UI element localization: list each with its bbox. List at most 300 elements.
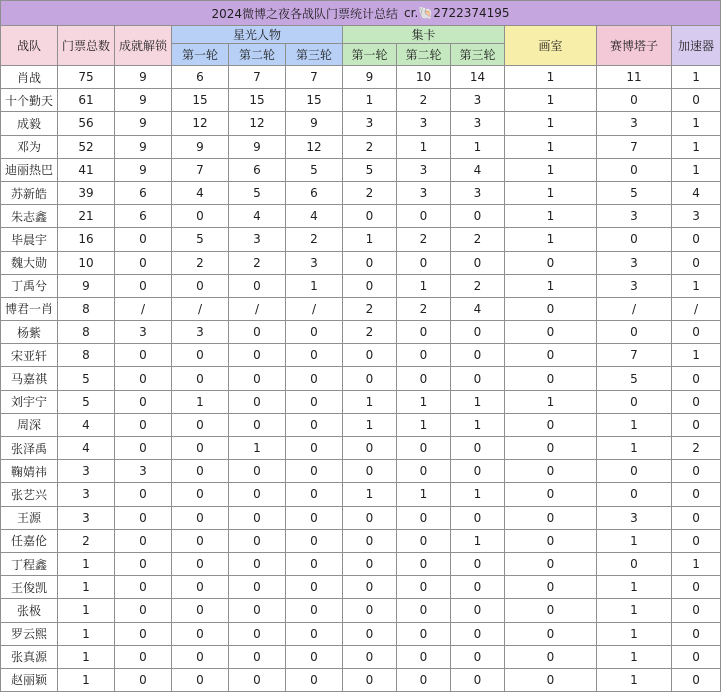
tower-count-cell: 1 (597, 599, 672, 622)
card-round2-cell: 0 (397, 251, 451, 274)
table-row (1, 367, 721, 390)
team-name-cell: 丁禹兮 (1, 274, 58, 297)
starlight-round2-cell: 7 (229, 66, 286, 89)
team-name-cell: 朱志鑫 (1, 205, 58, 228)
card-round2-cell: 2 (397, 89, 451, 112)
starlight-round1-cell: 7 (172, 158, 229, 181)
ticket-total-cell: 1 (58, 576, 115, 599)
accelerator-count-cell: 1 (672, 66, 721, 89)
achievement-count-cell: 0 (115, 529, 172, 552)
accelerator-count-cell: 1 (672, 112, 721, 135)
team-name-cell: 王俊凯 (1, 576, 58, 599)
painting-count-cell: 1 (505, 112, 597, 135)
tower-count-cell: 0 (597, 228, 672, 251)
starlight-round3-cell: 0 (286, 460, 343, 483)
starlight-round1-cell: 5 (172, 228, 229, 251)
starlight-round1-cell: 2 (172, 251, 229, 274)
card-round2-cell: 0 (397, 506, 451, 529)
card-round2-cell: 3 (397, 158, 451, 181)
card-round3-cell: 0 (451, 344, 505, 367)
starlight-round3-cell: 0 (286, 321, 343, 344)
starlight-round1-cell: 0 (172, 506, 229, 529)
starlight-round1-cell: 9 (172, 135, 229, 158)
achievement-count-cell: 3 (115, 460, 172, 483)
starlight-round3-cell: 0 (286, 576, 343, 599)
tower-count-cell: 0 (597, 460, 672, 483)
ticket-total-cell: 52 (58, 135, 115, 158)
card-round1-cell: 2 (343, 135, 397, 158)
card-round3-cell: 2 (451, 274, 505, 297)
achievement-count-cell: 0 (115, 622, 172, 645)
accelerator-count-cell: 0 (672, 321, 721, 344)
card-round1-cell: 0 (343, 599, 397, 622)
achievement-count-cell: 0 (115, 390, 172, 413)
team-name-cell: 张泽禹 (1, 437, 58, 460)
card-round3-cell: 0 (451, 668, 505, 691)
accelerator-count-cell: 0 (672, 390, 721, 413)
starlight-round3-cell: 6 (286, 181, 343, 204)
card-round2-cell: 0 (397, 344, 451, 367)
card-round3-cell: 2 (451, 228, 505, 251)
table-row (1, 135, 721, 158)
table-row (1, 437, 721, 460)
table-row (1, 321, 721, 344)
table-row (1, 622, 721, 645)
achievement-count-cell: 0 (115, 228, 172, 251)
table-row (1, 668, 721, 691)
card-round2-cell: 0 (397, 645, 451, 668)
achievement-count-cell: 0 (115, 367, 172, 390)
painting-count-cell: 1 (505, 158, 597, 181)
team-name-cell: 成毅 (1, 112, 58, 135)
card-round3-cell: 1 (451, 413, 505, 436)
painting-count-cell: 1 (505, 135, 597, 158)
card-round2-cell: 1 (397, 413, 451, 436)
card-round3-cell: 0 (451, 367, 505, 390)
accelerator-count-cell: / (672, 297, 721, 320)
painting-count-cell: 0 (505, 321, 597, 344)
accelerator-count-cell: 0 (672, 483, 721, 506)
card-round3-cell: 3 (451, 89, 505, 112)
team-name-cell: 赵丽颖 (1, 668, 58, 691)
ticket-total-cell: 8 (58, 321, 115, 344)
starlight-round3-cell: 0 (286, 506, 343, 529)
achievement-count-cell: 9 (115, 135, 172, 158)
table-row (1, 251, 721, 274)
card-round3-cell: 0 (451, 437, 505, 460)
card-round3-cell: 3 (451, 112, 505, 135)
tower-count-cell: 0 (597, 552, 672, 575)
header-total: 门票总数 (58, 26, 115, 66)
table-row (1, 529, 721, 552)
starlight-round2-cell: 1 (229, 437, 286, 460)
starlight-round2-cell: 12 (229, 112, 286, 135)
accelerator-count-cell: 3 (672, 205, 721, 228)
starlight-round2-cell: 0 (229, 483, 286, 506)
card-round3-cell: 1 (451, 529, 505, 552)
table-row (1, 599, 721, 622)
card-round1-cell: 0 (343, 344, 397, 367)
header-card-round3: 第三轮 (451, 44, 505, 66)
team-name-cell: 任嘉伦 (1, 529, 58, 552)
table-row (1, 158, 721, 181)
header-painting: 画室 (505, 26, 597, 66)
table-row (1, 205, 721, 228)
table-row (1, 460, 721, 483)
starlight-round1-cell: 0 (172, 622, 229, 645)
painting-count-cell: 1 (505, 66, 597, 89)
card-round1-cell: 2 (343, 321, 397, 344)
accelerator-count-cell: 4 (672, 181, 721, 204)
team-name-cell: 杨紫 (1, 321, 58, 344)
table-row (1, 576, 721, 599)
card-round2-cell: 10 (397, 66, 451, 89)
starlight-round2-cell: 0 (229, 321, 286, 344)
team-name-cell: 魏大勋 (1, 251, 58, 274)
table-row (1, 552, 721, 575)
starlight-round2-cell: 15 (229, 89, 286, 112)
header-starlight-round1: 第一轮 (172, 44, 229, 66)
header-starlight-round2: 第二轮 (229, 44, 286, 66)
card-round3-cell: 0 (451, 506, 505, 529)
starlight-round2-cell: 0 (229, 460, 286, 483)
ticket-total-cell: 1 (58, 552, 115, 575)
accelerator-count-cell: 0 (672, 599, 721, 622)
ticket-total-cell: 9 (58, 274, 115, 297)
starlight-round1-cell: 0 (172, 552, 229, 575)
accelerator-count-cell: 1 (672, 344, 721, 367)
starlight-round3-cell: 0 (286, 599, 343, 622)
starlight-round2-cell: 9 (229, 135, 286, 158)
starlight-round3-cell: 3 (286, 251, 343, 274)
tower-count-cell: 5 (597, 367, 672, 390)
achievement-count-cell: 6 (115, 205, 172, 228)
painting-count-cell: 1 (505, 205, 597, 228)
card-round1-cell: 0 (343, 529, 397, 552)
table-row (1, 506, 721, 529)
ticket-total-cell: 21 (58, 205, 115, 228)
starlight-round2-cell: 0 (229, 529, 286, 552)
card-round2-cell: 0 (397, 668, 451, 691)
ticket-total-cell: 5 (58, 367, 115, 390)
starlight-round3-cell: 0 (286, 413, 343, 436)
painting-count-cell: 0 (505, 576, 597, 599)
painting-count-cell: 0 (505, 506, 597, 529)
card-round3-cell: 4 (451, 297, 505, 320)
card-round2-cell: 3 (397, 112, 451, 135)
ticket-total-cell: 8 (58, 344, 115, 367)
achievement-count-cell: 9 (115, 66, 172, 89)
starlight-round1-cell: 1 (172, 390, 229, 413)
starlight-round3-cell: 0 (286, 622, 343, 645)
painting-count-cell: 0 (505, 552, 597, 575)
accelerator-count-cell: 1 (672, 274, 721, 297)
starlight-round1-cell: 0 (172, 344, 229, 367)
card-round1-cell: 0 (343, 576, 397, 599)
accelerator-count-cell: 0 (672, 228, 721, 251)
starlight-round2-cell: 2 (229, 251, 286, 274)
header-card-round2: 第二轮 (397, 44, 451, 66)
achievement-count-cell: 9 (115, 158, 172, 181)
card-round2-cell: 1 (397, 483, 451, 506)
starlight-round1-cell: 0 (172, 274, 229, 297)
card-round1-cell: 1 (343, 413, 397, 436)
accelerator-count-cell: 0 (672, 413, 721, 436)
card-round2-cell: 3 (397, 181, 451, 204)
accelerator-count-cell: 0 (672, 460, 721, 483)
achievement-count-cell: 0 (115, 274, 172, 297)
starlight-round3-cell: 4 (286, 205, 343, 228)
achievement-count-cell: / (115, 297, 172, 320)
tower-count-cell: 1 (597, 529, 672, 552)
ticket-total-cell: 3 (58, 483, 115, 506)
card-round3-cell: 0 (451, 599, 505, 622)
credit-text: cr.🐚2722374195 (404, 6, 510, 20)
team-name-cell: 张艺兴 (1, 483, 58, 506)
team-name-cell: 罗云熙 (1, 622, 58, 645)
starlight-round2-cell: 6 (229, 158, 286, 181)
table-row (1, 483, 721, 506)
starlight-round1-cell: 12 (172, 112, 229, 135)
painting-count-cell: 0 (505, 529, 597, 552)
tower-count-cell: 11 (597, 66, 672, 89)
ticket-total-cell: 5 (58, 390, 115, 413)
starlight-round2-cell: 0 (229, 645, 286, 668)
header-card-round1: 第一轮 (343, 44, 397, 66)
team-name-cell: 邓为 (1, 135, 58, 158)
team-name-cell: 马嘉祺 (1, 367, 58, 390)
card-round1-cell: 0 (343, 622, 397, 645)
team-name-cell: 张真源 (1, 645, 58, 668)
starlight-round3-cell: 0 (286, 390, 343, 413)
starlight-round1-cell: 0 (172, 483, 229, 506)
table-title-bar (1, 1, 721, 26)
ticket-total-cell: 10 (58, 251, 115, 274)
starlight-round1-cell: 6 (172, 66, 229, 89)
tower-count-cell: 0 (597, 390, 672, 413)
ticket-total-cell: 8 (58, 297, 115, 320)
card-round2-cell: 1 (397, 390, 451, 413)
card-round3-cell: 1 (451, 483, 505, 506)
starlight-round2-cell: 3 (229, 228, 286, 251)
table-row (1, 297, 721, 320)
starlight-round2-cell: 0 (229, 668, 286, 691)
tower-count-cell: 1 (597, 413, 672, 436)
starlight-round2-cell: 0 (229, 274, 286, 297)
tower-count-cell: 1 (597, 622, 672, 645)
table-row (1, 413, 721, 436)
ticket-total-cell: 1 (58, 645, 115, 668)
starlight-round3-cell: 1 (286, 274, 343, 297)
ticket-total-cell: 4 (58, 413, 115, 436)
card-round2-cell: 0 (397, 205, 451, 228)
card-round1-cell: 0 (343, 506, 397, 529)
accelerator-count-cell: 0 (672, 367, 721, 390)
card-round2-cell: 0 (397, 576, 451, 599)
tower-count-cell: / (597, 297, 672, 320)
ticket-total-cell: 4 (58, 437, 115, 460)
card-round1-cell: 0 (343, 205, 397, 228)
painting-count-cell: 0 (505, 599, 597, 622)
starlight-round3-cell: 12 (286, 135, 343, 158)
card-round1-cell: 5 (343, 158, 397, 181)
card-round1-cell: 1 (343, 228, 397, 251)
tower-count-cell: 3 (597, 506, 672, 529)
tower-count-cell: 0 (597, 483, 672, 506)
team-name-cell: 周深 (1, 413, 58, 436)
achievement-count-cell: 0 (115, 413, 172, 436)
header-accelerator: 加速器 (672, 26, 721, 66)
header-achievement: 成就解锁 (115, 26, 172, 66)
starlight-round2-cell: 0 (229, 576, 286, 599)
painting-count-cell: 0 (505, 297, 597, 320)
card-round1-cell: 0 (343, 552, 397, 575)
card-round1-cell: 1 (343, 390, 397, 413)
tower-count-cell: 3 (597, 274, 672, 297)
card-round2-cell: 0 (397, 622, 451, 645)
card-round2-cell: 0 (397, 460, 451, 483)
table-row (1, 112, 721, 135)
tower-count-cell: 3 (597, 112, 672, 135)
accelerator-count-cell: 0 (672, 529, 721, 552)
starlight-round1-cell: / (172, 297, 229, 320)
starlight-round3-cell: 0 (286, 483, 343, 506)
achievement-count-cell: 0 (115, 599, 172, 622)
card-round3-cell: 4 (451, 158, 505, 181)
card-round3-cell: 0 (451, 552, 505, 575)
card-round2-cell: 0 (397, 552, 451, 575)
team-name-cell: 宋亚轩 (1, 344, 58, 367)
starlight-round2-cell: 5 (229, 181, 286, 204)
painting-count-cell: 1 (505, 274, 597, 297)
team-name-cell: 丁程鑫 (1, 552, 58, 575)
header-starlight-round3: 第三轮 (286, 44, 343, 66)
card-round1-cell: 2 (343, 297, 397, 320)
card-round3-cell: 0 (451, 251, 505, 274)
card-round3-cell: 3 (451, 181, 505, 204)
painting-count-cell: 0 (505, 622, 597, 645)
card-round3-cell: 1 (451, 390, 505, 413)
tower-count-cell: 1 (597, 437, 672, 460)
header-card-group: 集卡 (343, 26, 505, 44)
card-round3-cell: 0 (451, 576, 505, 599)
card-round2-cell: 1 (397, 274, 451, 297)
achievement-count-cell: 0 (115, 483, 172, 506)
accelerator-count-cell: 0 (672, 668, 721, 691)
achievement-count-cell: 9 (115, 89, 172, 112)
starlight-round3-cell: 2 (286, 228, 343, 251)
achievement-count-cell: 0 (115, 506, 172, 529)
tower-count-cell: 7 (597, 344, 672, 367)
card-round2-cell: 0 (397, 321, 451, 344)
ticket-total-cell: 39 (58, 181, 115, 204)
starlight-round3-cell: 5 (286, 158, 343, 181)
achievement-count-cell: 0 (115, 251, 172, 274)
starlight-round1-cell: 0 (172, 599, 229, 622)
card-round2-cell: 0 (397, 529, 451, 552)
ticket-total-cell: 1 (58, 622, 115, 645)
starlight-round2-cell: 0 (229, 599, 286, 622)
table-row (1, 181, 721, 204)
painting-count-cell: 0 (505, 413, 597, 436)
tower-count-cell: 3 (597, 205, 672, 228)
starlight-round2-cell: 0 (229, 506, 286, 529)
starlight-round1-cell: 15 (172, 89, 229, 112)
starlight-round3-cell: 0 (286, 668, 343, 691)
achievement-count-cell: 0 (115, 668, 172, 691)
starlight-round2-cell: 4 (229, 205, 286, 228)
accelerator-count-cell: 0 (672, 506, 721, 529)
starlight-round3-cell: / (286, 297, 343, 320)
starlight-round3-cell: 9 (286, 112, 343, 135)
starlight-round3-cell: 0 (286, 344, 343, 367)
painting-count-cell: 1 (505, 181, 597, 204)
starlight-round1-cell: 0 (172, 437, 229, 460)
team-name-cell: 鞠婧祎 (1, 460, 58, 483)
team-name-cell: 迪丽热巴 (1, 158, 58, 181)
card-round2-cell: 0 (397, 599, 451, 622)
starlight-round3-cell: 0 (286, 552, 343, 575)
starlight-round2-cell: 0 (229, 413, 286, 436)
tower-count-cell: 3 (597, 251, 672, 274)
painting-count-cell: 0 (505, 437, 597, 460)
ticket-total-cell: 1 (58, 599, 115, 622)
card-round2-cell: 2 (397, 228, 451, 251)
ticket-total-cell: 1 (58, 668, 115, 691)
accelerator-count-cell: 0 (672, 622, 721, 645)
ticket-total-cell: 41 (58, 158, 115, 181)
card-round1-cell: 0 (343, 251, 397, 274)
ticket-total-cell: 75 (58, 66, 115, 89)
tower-count-cell: 0 (597, 158, 672, 181)
starlight-round2-cell: 0 (229, 344, 286, 367)
card-round3-cell: 0 (451, 622, 505, 645)
card-round3-cell: 0 (451, 321, 505, 344)
card-round2-cell: 0 (397, 367, 451, 390)
achievement-count-cell: 0 (115, 552, 172, 575)
card-round2-cell: 2 (397, 297, 451, 320)
team-name-cell: 刘宇宁 (1, 390, 58, 413)
starlight-round1-cell: 3 (172, 321, 229, 344)
card-round1-cell: 0 (343, 367, 397, 390)
card-round3-cell: 0 (451, 645, 505, 668)
achievement-count-cell: 0 (115, 576, 172, 599)
card-round3-cell: 0 (451, 460, 505, 483)
team-name-cell: 毕晨宇 (1, 228, 58, 251)
accelerator-count-cell: 0 (672, 251, 721, 274)
accelerator-count-cell: 0 (672, 645, 721, 668)
painting-count-cell: 1 (505, 228, 597, 251)
card-round1-cell: 2 (343, 181, 397, 204)
tower-count-cell: 1 (597, 645, 672, 668)
team-name-cell: 王源 (1, 506, 58, 529)
card-round1-cell: 1 (343, 483, 397, 506)
starlight-round3-cell: 0 (286, 367, 343, 390)
ticket-total-cell: 2 (58, 529, 115, 552)
accelerator-count-cell: 0 (672, 89, 721, 112)
accelerator-count-cell: 2 (672, 437, 721, 460)
card-round3-cell: 1 (451, 135, 505, 158)
team-name-cell: 张极 (1, 599, 58, 622)
achievement-count-cell: 9 (115, 112, 172, 135)
painting-count-cell: 0 (505, 344, 597, 367)
starlight-round1-cell: 0 (172, 576, 229, 599)
card-round1-cell: 0 (343, 437, 397, 460)
starlight-round2-cell: 0 (229, 390, 286, 413)
table-row (1, 344, 721, 367)
painting-count-cell: 0 (505, 483, 597, 506)
card-round2-cell: 1 (397, 135, 451, 158)
